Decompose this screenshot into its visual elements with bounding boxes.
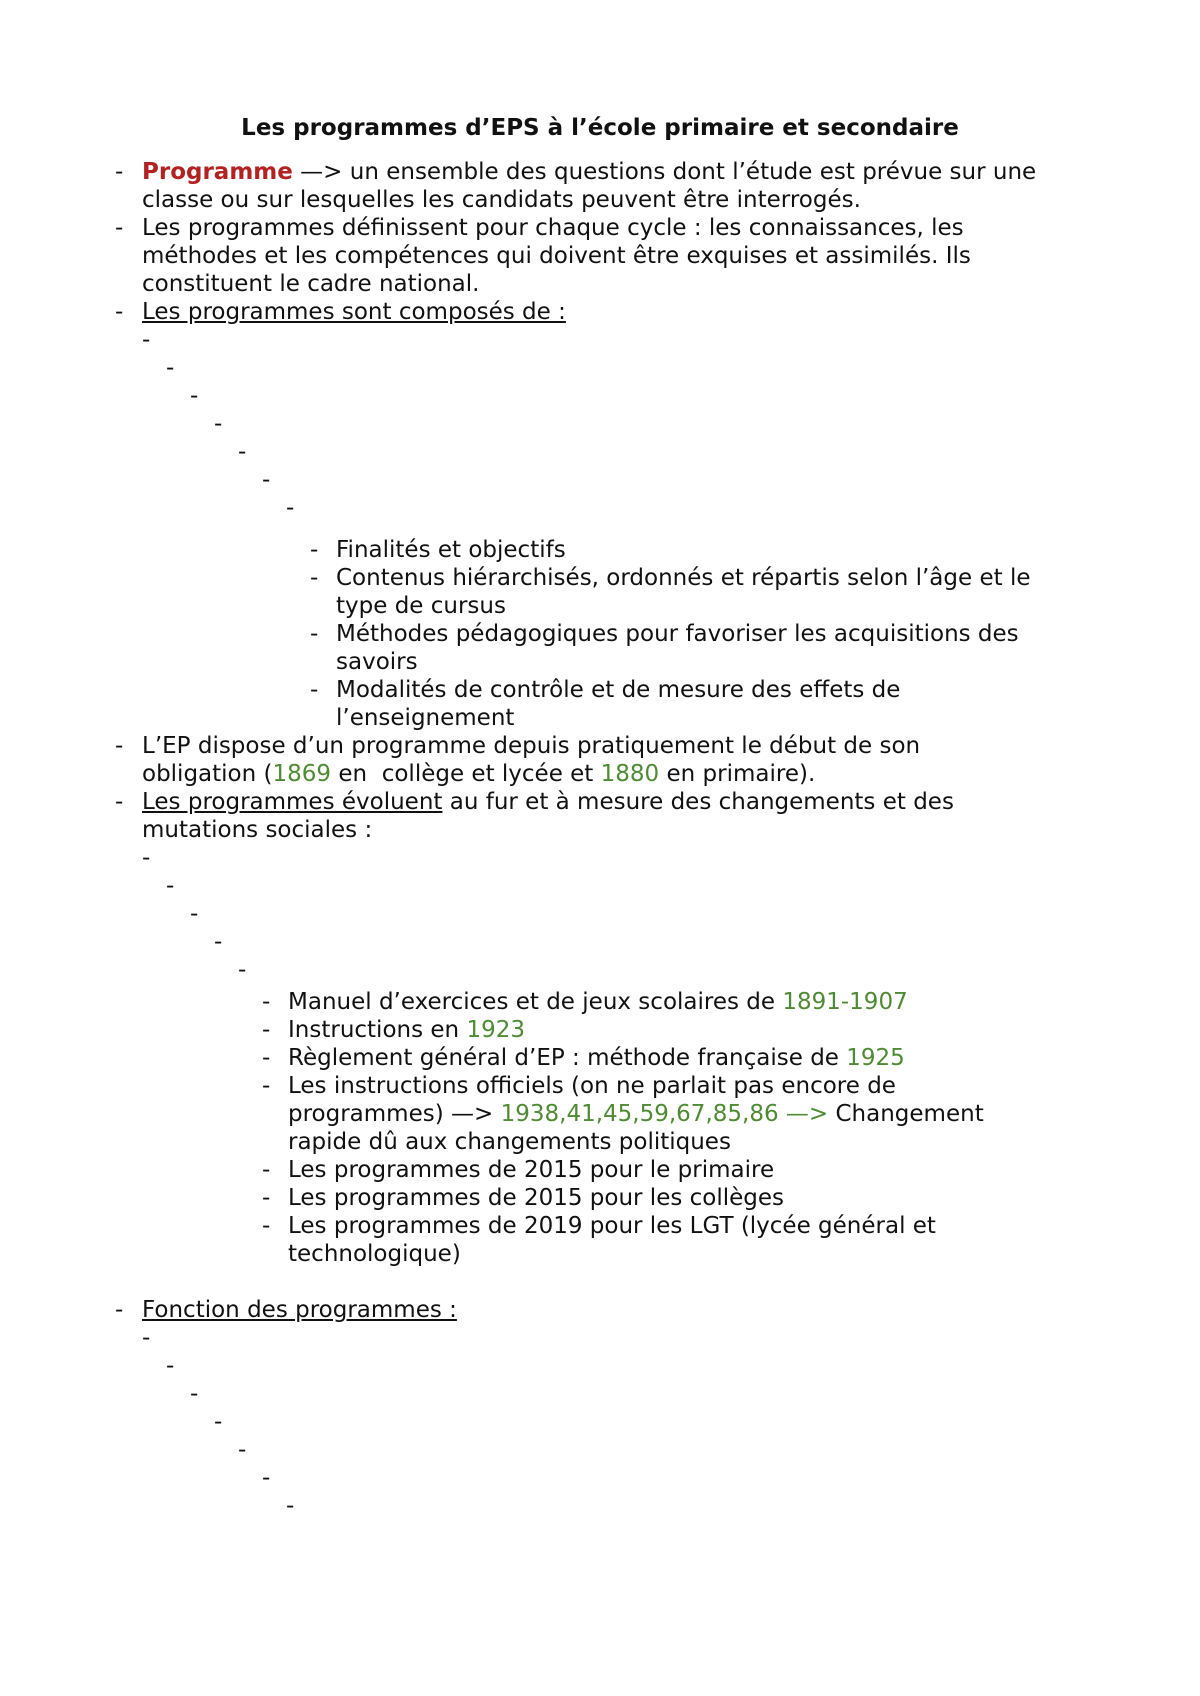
- evolution-item-text: Changement: [828, 1101, 984, 1127]
- evolution-item: [288, 988, 908, 1016]
- programme-definition-cont: classe ou sur lesquelles les candidats peuvent être interrogés.: [142, 187, 861, 213]
- composition-item: Méthodes pédagogiques pour favoriser les acquisitions des: [336, 621, 1019, 647]
- bullet-dash: -: [310, 677, 319, 703]
- evolution-item-cont: rapide dû aux changements politiques: [288, 1129, 731, 1155]
- year-range: 1891-1907: [782, 989, 908, 1015]
- history-text: en collège et lycée et: [331, 761, 601, 787]
- evolution-item-cont: technologique): [288, 1241, 461, 1267]
- empty-list-dash: -: [166, 1353, 175, 1379]
- empty-list-dash: -: [166, 355, 175, 381]
- evolution-heading: Les programmes évoluent: [142, 789, 443, 815]
- bullet-dash: -: [262, 1157, 271, 1183]
- evolution-item: [288, 1016, 525, 1044]
- empty-list-dash: -: [214, 929, 223, 955]
- evolution-item-cont: [288, 1100, 984, 1128]
- bullet-dash: -: [310, 565, 319, 591]
- composition-item: Modalités de contrôle et de mesure des effets de: [336, 677, 901, 703]
- programme-definition-text: —> un ensemble des questions dont l’étude est prévue sur une: [292, 159, 1037, 185]
- definition-line-2: méthodes et les compétences qui doivent être exquises et assimilés. Ils: [142, 243, 971, 269]
- evolution-item: Les programmes de 2015 pour le primaire: [288, 1157, 775, 1183]
- composition-item: Contenus hiérarchisés, ordonnés et répartis selon l’âge et le: [336, 565, 1031, 591]
- definition-line-1: Les programmes définissent pour chaque cycle : les connaissances, les: [142, 215, 964, 241]
- programme-definition-line: [142, 158, 1036, 186]
- empty-list-dash: -: [238, 1437, 247, 1463]
- evolution-item-text: Instructions en: [288, 1017, 467, 1043]
- empty-list-dash: -: [286, 495, 295, 521]
- history-text: obligation (: [142, 761, 273, 787]
- composition-item-cont: type de cursus: [336, 593, 506, 619]
- empty-list-dash: -: [190, 1381, 199, 1407]
- programme-term: Programme: [142, 159, 293, 185]
- evolution-item: Les programmes de 2015 pour les collèges: [288, 1185, 785, 1211]
- evolution-item: Les programmes de 2019 pour les LGT (lycée général et: [288, 1213, 936, 1239]
- bullet-dash: -: [262, 1185, 271, 1211]
- bullet-dash: -: [262, 989, 271, 1015]
- year-1869: 1869: [272, 761, 332, 787]
- empty-list-dash: -: [214, 411, 223, 437]
- bullet-dash: -: [115, 789, 124, 815]
- history-line-2: [142, 760, 815, 788]
- composition-item: Finalités et objectifs: [336, 537, 566, 563]
- empty-list-dash: -: [190, 383, 199, 409]
- empty-list-dash: -: [142, 845, 151, 871]
- bullet-dash: -: [262, 1213, 271, 1239]
- bullet-dash: -: [262, 1017, 271, 1043]
- empty-list-dash: -: [142, 327, 151, 353]
- empty-list-dash: -: [238, 439, 247, 465]
- year: 1925: [846, 1045, 905, 1071]
- evolution-item-text: Règlement général d’EP : méthode française de: [288, 1045, 847, 1071]
- bullet-dash: -: [115, 299, 124, 325]
- empty-list-dash: -: [262, 467, 271, 493]
- empty-list-dash: -: [214, 1409, 223, 1435]
- empty-list-dash: -: [142, 1325, 151, 1351]
- fonction-heading: Fonction des programmes :: [142, 1297, 457, 1323]
- history-line-1: L’EP dispose d’un programme depuis pratiquement le début de son: [142, 733, 921, 759]
- history-text: en primaire).: [659, 761, 816, 787]
- empty-list-dash: -: [238, 957, 247, 983]
- evolution-line-1: [142, 788, 954, 816]
- bullet-dash: -: [115, 733, 124, 759]
- year: 1923: [466, 1017, 525, 1043]
- bullet-dash: -: [115, 1297, 124, 1323]
- page-title: Les programmes d’EPS à l’école primaire et secondaire: [241, 115, 959, 141]
- definition-line-3: constituent le cadre national.: [142, 271, 480, 297]
- evolution-item: Les instructions officiels (on ne parlait pas encore de: [288, 1073, 896, 1099]
- evolution-item: [288, 1044, 905, 1072]
- evolution-line-2: mutations sociales :: [142, 817, 373, 843]
- bullet-dash: -: [310, 537, 319, 563]
- evolution-text: au fur et à mesure des changements et des: [442, 789, 954, 815]
- composition-heading: Les programmes sont composés de :: [142, 299, 566, 325]
- composition-item-cont: savoirs: [336, 649, 418, 675]
- empty-list-dash: -: [166, 873, 175, 899]
- bullet-dash: -: [262, 1073, 271, 1099]
- bullet-dash: -: [310, 621, 319, 647]
- empty-list-dash: -: [286, 1493, 295, 1519]
- year-1880: 1880: [600, 761, 660, 787]
- bullet-dash: -: [115, 215, 124, 241]
- composition-item-cont: l’enseignement: [336, 705, 515, 731]
- evolution-item-text: Manuel d’exercices et de jeux scolaires de: [288, 989, 783, 1015]
- years-list: 1938,41,45,59,67,85,86 —>: [500, 1101, 829, 1127]
- bullet-dash: -: [115, 159, 124, 185]
- empty-list-dash: -: [262, 1465, 271, 1491]
- bullet-dash: -: [262, 1045, 271, 1071]
- empty-list-dash: -: [190, 901, 199, 927]
- evolution-item-text: programmes) —>: [288, 1101, 501, 1127]
